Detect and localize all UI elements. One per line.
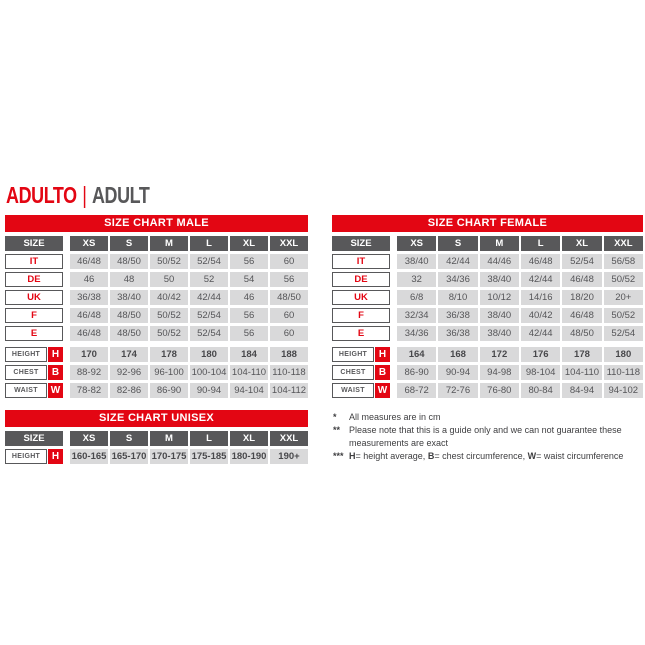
size-chart-male-table bbox=[5, 215, 308, 398]
header-label-slot bbox=[332, 236, 390, 251]
measure-cell: 94-102 bbox=[604, 383, 643, 398]
size-cell: 46/48 bbox=[70, 308, 108, 323]
size-cell: 46/48 bbox=[562, 308, 601, 323]
measure-cell: 90-94 bbox=[190, 383, 228, 398]
size-label-slot bbox=[332, 254, 390, 269]
size-cell: 34/36 bbox=[438, 272, 477, 287]
measure-label: CHEST bbox=[5, 365, 47, 380]
table-title-bar: SIZE CHART FEMALE bbox=[332, 215, 643, 232]
header-cell-size: SIZE bbox=[332, 236, 390, 251]
size-cell: 60 bbox=[270, 254, 308, 269]
size-cell: 32 bbox=[397, 272, 436, 287]
measure-label-slot bbox=[5, 365, 63, 380]
measure-cell: 180-190 bbox=[231, 451, 267, 462]
size-label: UK bbox=[5, 290, 63, 305]
size-label-slot bbox=[5, 290, 63, 305]
size-row bbox=[5, 326, 308, 341]
size-cell: 52 bbox=[190, 272, 228, 287]
size-label: DE bbox=[5, 272, 63, 287]
footnote-segment: = chest circumference, bbox=[434, 451, 528, 461]
size-label-slot bbox=[5, 254, 63, 269]
footnote-marker: *** bbox=[333, 451, 344, 461]
page-title bbox=[6, 182, 150, 208]
size-cell: 56 bbox=[230, 308, 268, 323]
measure-row bbox=[332, 347, 643, 362]
measure-row bbox=[5, 365, 308, 380]
size-row bbox=[332, 254, 643, 269]
footnote-segment: = waist circumference bbox=[536, 451, 624, 461]
size-row bbox=[5, 254, 308, 269]
measure-cell: 168 bbox=[438, 347, 477, 362]
measure-cell: 110-118 bbox=[270, 365, 308, 380]
measure-cell: 84-94 bbox=[562, 383, 601, 398]
size-cell: 48/50 bbox=[110, 326, 148, 341]
size-label: IT bbox=[332, 254, 390, 269]
size-cell: 48/50 bbox=[110, 254, 148, 269]
footnote-text bbox=[349, 411, 636, 424]
page-title-separator: | bbox=[82, 182, 87, 208]
measure-cell: 88-92 bbox=[70, 365, 108, 380]
footnote-text bbox=[349, 424, 636, 450]
size-row bbox=[5, 272, 308, 287]
footnote bbox=[333, 424, 636, 450]
size-cell: 48/50 bbox=[270, 290, 308, 305]
measure-cell: 94-104 bbox=[230, 383, 268, 398]
measure-label-slot bbox=[332, 365, 390, 380]
measure-cell: 176 bbox=[521, 347, 560, 362]
header-cell: M bbox=[150, 236, 188, 251]
header-cell: XL bbox=[230, 431, 268, 446]
size-cell: 42/44 bbox=[521, 326, 560, 341]
header-cell: S bbox=[438, 236, 477, 251]
footnote-segment: = height average, bbox=[355, 451, 428, 461]
footnote-segment: W bbox=[527, 451, 537, 461]
header-cell: XS bbox=[397, 236, 436, 251]
header-cell: XXL bbox=[270, 236, 308, 251]
size-label: DE bbox=[332, 272, 390, 287]
measure-label: HEIGHT bbox=[5, 449, 47, 464]
size-cell: 50 bbox=[150, 272, 188, 287]
measure-cell: 82-86 bbox=[110, 383, 148, 398]
header-cell: XL bbox=[230, 236, 268, 251]
measure-cell: 86-90 bbox=[150, 383, 188, 398]
size-cell: 52/54 bbox=[190, 254, 228, 269]
header-cell: L bbox=[190, 431, 228, 446]
measure-cell: 190+ bbox=[270, 449, 308, 464]
measure-cell: 178 bbox=[562, 347, 601, 362]
header-cell-size: SIZE bbox=[5, 431, 63, 446]
measure-cell: 184 bbox=[230, 347, 268, 362]
measure-badge: W bbox=[48, 383, 63, 398]
size-cell: 36/38 bbox=[438, 308, 477, 323]
size-label-slot bbox=[332, 272, 390, 287]
header-cell: L bbox=[521, 236, 560, 251]
measure-cell: 94-98 bbox=[480, 365, 519, 380]
measure-cell: 160-165 bbox=[71, 451, 107, 462]
size-cell: 52/54 bbox=[190, 326, 228, 341]
measure-label-slot bbox=[332, 383, 390, 398]
measure-cell: 165-170 bbox=[111, 451, 147, 462]
measure-row bbox=[5, 449, 308, 464]
header-cell: M bbox=[480, 236, 519, 251]
footnote-text bbox=[349, 450, 636, 463]
size-cell: 60 bbox=[270, 326, 308, 341]
measure-badge: B bbox=[48, 365, 63, 380]
size-cell: 34/36 bbox=[397, 326, 436, 341]
measure-cell: 174 bbox=[110, 347, 148, 362]
size-cell: 46 bbox=[70, 272, 108, 287]
size-cell: 40/42 bbox=[150, 290, 188, 305]
size-label-slot bbox=[332, 308, 390, 323]
measure-row bbox=[332, 365, 643, 380]
size-cell: 50/52 bbox=[150, 308, 188, 323]
measure-cell: 164 bbox=[397, 347, 436, 362]
measure-cell: 76-80 bbox=[480, 383, 519, 398]
size-label: F bbox=[5, 308, 63, 323]
measure-cell: 170 bbox=[70, 347, 108, 362]
size-cell: 6/8 bbox=[397, 290, 436, 305]
measure-cell: 180 bbox=[190, 347, 228, 362]
size-cell: 38/40 bbox=[480, 326, 519, 341]
footnote-segment: Please note that this is a guide only and we can not guarantee these measurements are exact bbox=[349, 425, 622, 448]
size-label: IT bbox=[5, 254, 63, 269]
measure-cell: 96-100 bbox=[150, 365, 188, 380]
footnote-marker: * bbox=[333, 412, 337, 422]
size-cell: 42/44 bbox=[190, 290, 228, 305]
header-cell: S bbox=[110, 431, 148, 446]
header-cell: XXL bbox=[270, 431, 308, 446]
header-label-slot bbox=[5, 236, 63, 251]
footnote-segment: H bbox=[349, 451, 356, 461]
size-cell: 46/48 bbox=[70, 326, 108, 341]
measure-cell: 110-118 bbox=[604, 365, 643, 380]
measure-label: WAIST bbox=[332, 383, 374, 398]
size-label: E bbox=[332, 326, 390, 341]
measure-row bbox=[5, 383, 308, 398]
measure-label-slot bbox=[5, 347, 63, 362]
header-label-slot bbox=[5, 431, 63, 446]
size-cell: 18/20 bbox=[562, 290, 601, 305]
measure-cell: 78-82 bbox=[70, 383, 108, 398]
measure-cell: 180 bbox=[604, 347, 643, 362]
header-cell: XXL bbox=[604, 236, 643, 251]
size-cell: 42/44 bbox=[521, 272, 560, 287]
page-title-secondary: ADULT bbox=[91, 182, 150, 208]
measure-row bbox=[332, 383, 643, 398]
size-cell: 38/40 bbox=[480, 272, 519, 287]
size-cell: 52/54 bbox=[604, 326, 643, 341]
size-label-slot bbox=[332, 290, 390, 305]
size-chart-unisex-table bbox=[5, 410, 308, 464]
header-cell: S bbox=[110, 236, 148, 251]
measure-label-slot bbox=[5, 383, 63, 398]
measure-row bbox=[5, 347, 308, 362]
footnote-marker: ** bbox=[333, 425, 341, 435]
header-cell: L bbox=[190, 236, 228, 251]
measure-badge: B bbox=[375, 365, 390, 380]
size-cell: 50/52 bbox=[150, 326, 188, 341]
size-row bbox=[332, 308, 643, 323]
measure-cell: 98-104 bbox=[521, 365, 560, 380]
size-cell: 46/48 bbox=[562, 272, 601, 287]
size-chart-female-table bbox=[332, 215, 643, 398]
size-cell: 32/34 bbox=[397, 308, 436, 323]
size-cell: 48/50 bbox=[562, 326, 601, 341]
size-cell: 38/40 bbox=[397, 254, 436, 269]
size-cell: 56 bbox=[270, 272, 308, 287]
header-cell: XS bbox=[70, 431, 108, 446]
size-cell: 40/42 bbox=[521, 308, 560, 323]
measure-cell: 175-185 bbox=[191, 451, 227, 462]
footnote-segment: All measures are in cm bbox=[349, 412, 441, 422]
table-title-bar: SIZE CHART UNISEX bbox=[5, 410, 308, 427]
measure-cell: 104-112 bbox=[271, 385, 307, 396]
measure-cell: 170-175 bbox=[151, 451, 187, 462]
measure-label: HEIGHT bbox=[5, 347, 47, 362]
measure-label-slot bbox=[5, 449, 63, 464]
size-cell: 8/10 bbox=[438, 290, 477, 305]
size-cell: 38/40 bbox=[110, 290, 148, 305]
header-cell: XS bbox=[70, 236, 108, 251]
measure-label: CHEST bbox=[332, 365, 374, 380]
size-label-slot bbox=[5, 308, 63, 323]
size-cell: 10/12 bbox=[480, 290, 519, 305]
measure-cell: 188 bbox=[270, 347, 308, 362]
size-cell: 46/48 bbox=[521, 254, 560, 269]
size-row bbox=[5, 308, 308, 323]
size-cell: 48 bbox=[110, 272, 148, 287]
size-cell: 60 bbox=[270, 308, 308, 323]
size-cell: 44/46 bbox=[480, 254, 519, 269]
measure-cell: 100-104 bbox=[191, 367, 227, 378]
size-cell: 20+ bbox=[604, 290, 643, 305]
footnote bbox=[333, 411, 636, 424]
measure-cell: 178 bbox=[150, 347, 188, 362]
header-cell: M bbox=[150, 431, 188, 446]
measure-cell: 72-76 bbox=[438, 383, 477, 398]
measure-badge: H bbox=[48, 347, 63, 362]
measure-cell: 86-90 bbox=[397, 365, 436, 380]
size-cell: 54 bbox=[230, 272, 268, 287]
size-cell: 48/50 bbox=[110, 308, 148, 323]
size-cell: 36/38 bbox=[438, 326, 477, 341]
page-title-primary: ADULTO bbox=[6, 182, 77, 208]
measure-badge: H bbox=[48, 449, 63, 464]
measure-cell: 68-72 bbox=[397, 383, 436, 398]
measure-cell: 92-96 bbox=[110, 365, 148, 380]
footnote-segment: B bbox=[427, 451, 435, 461]
footnote bbox=[333, 450, 636, 463]
measure-badge: H bbox=[375, 347, 390, 362]
measure-label-slot bbox=[332, 347, 390, 362]
size-cell: 38/40 bbox=[480, 308, 519, 323]
measure-cell: 90-94 bbox=[438, 365, 477, 380]
measure-cell: 104-110 bbox=[562, 365, 601, 380]
footnotes bbox=[333, 411, 636, 463]
header-cell: XL bbox=[562, 236, 601, 251]
size-cell: 46 bbox=[230, 290, 268, 305]
measure-cell: 172 bbox=[480, 347, 519, 362]
table-header-row bbox=[5, 236, 308, 251]
size-cell: 56/58 bbox=[604, 254, 643, 269]
size-cell: 52/54 bbox=[562, 254, 601, 269]
size-cell: 46/48 bbox=[70, 254, 108, 269]
size-cell: 56 bbox=[230, 254, 268, 269]
size-row bbox=[332, 290, 643, 305]
size-cell: 42/44 bbox=[438, 254, 477, 269]
table-header-row bbox=[332, 236, 643, 251]
size-label: UK bbox=[332, 290, 390, 305]
measure-label: HEIGHT bbox=[332, 347, 374, 362]
measure-cell: 80-84 bbox=[521, 383, 560, 398]
table-header-row bbox=[5, 431, 308, 446]
size-row bbox=[332, 326, 643, 341]
size-label-slot bbox=[5, 272, 63, 287]
size-cell: 50/52 bbox=[604, 308, 643, 323]
header-cell-size: SIZE bbox=[5, 236, 63, 251]
size-cell: 14/16 bbox=[521, 290, 560, 305]
size-cell: 50/52 bbox=[604, 272, 643, 287]
table-title-bar: SIZE CHART MALE bbox=[5, 215, 308, 232]
measure-label: WAIST bbox=[5, 383, 47, 398]
size-row bbox=[332, 272, 643, 287]
measure-badge: W bbox=[375, 383, 390, 398]
size-row bbox=[5, 290, 308, 305]
size-label: E bbox=[5, 326, 63, 341]
size-cell: 52/54 bbox=[190, 308, 228, 323]
size-label: F bbox=[332, 308, 390, 323]
size-label-slot bbox=[5, 326, 63, 341]
size-cell: 56 bbox=[230, 326, 268, 341]
size-cell: 36/38 bbox=[70, 290, 108, 305]
size-label-slot bbox=[332, 326, 390, 341]
measure-cell: 104-110 bbox=[231, 367, 267, 378]
size-cell: 50/52 bbox=[150, 254, 188, 269]
